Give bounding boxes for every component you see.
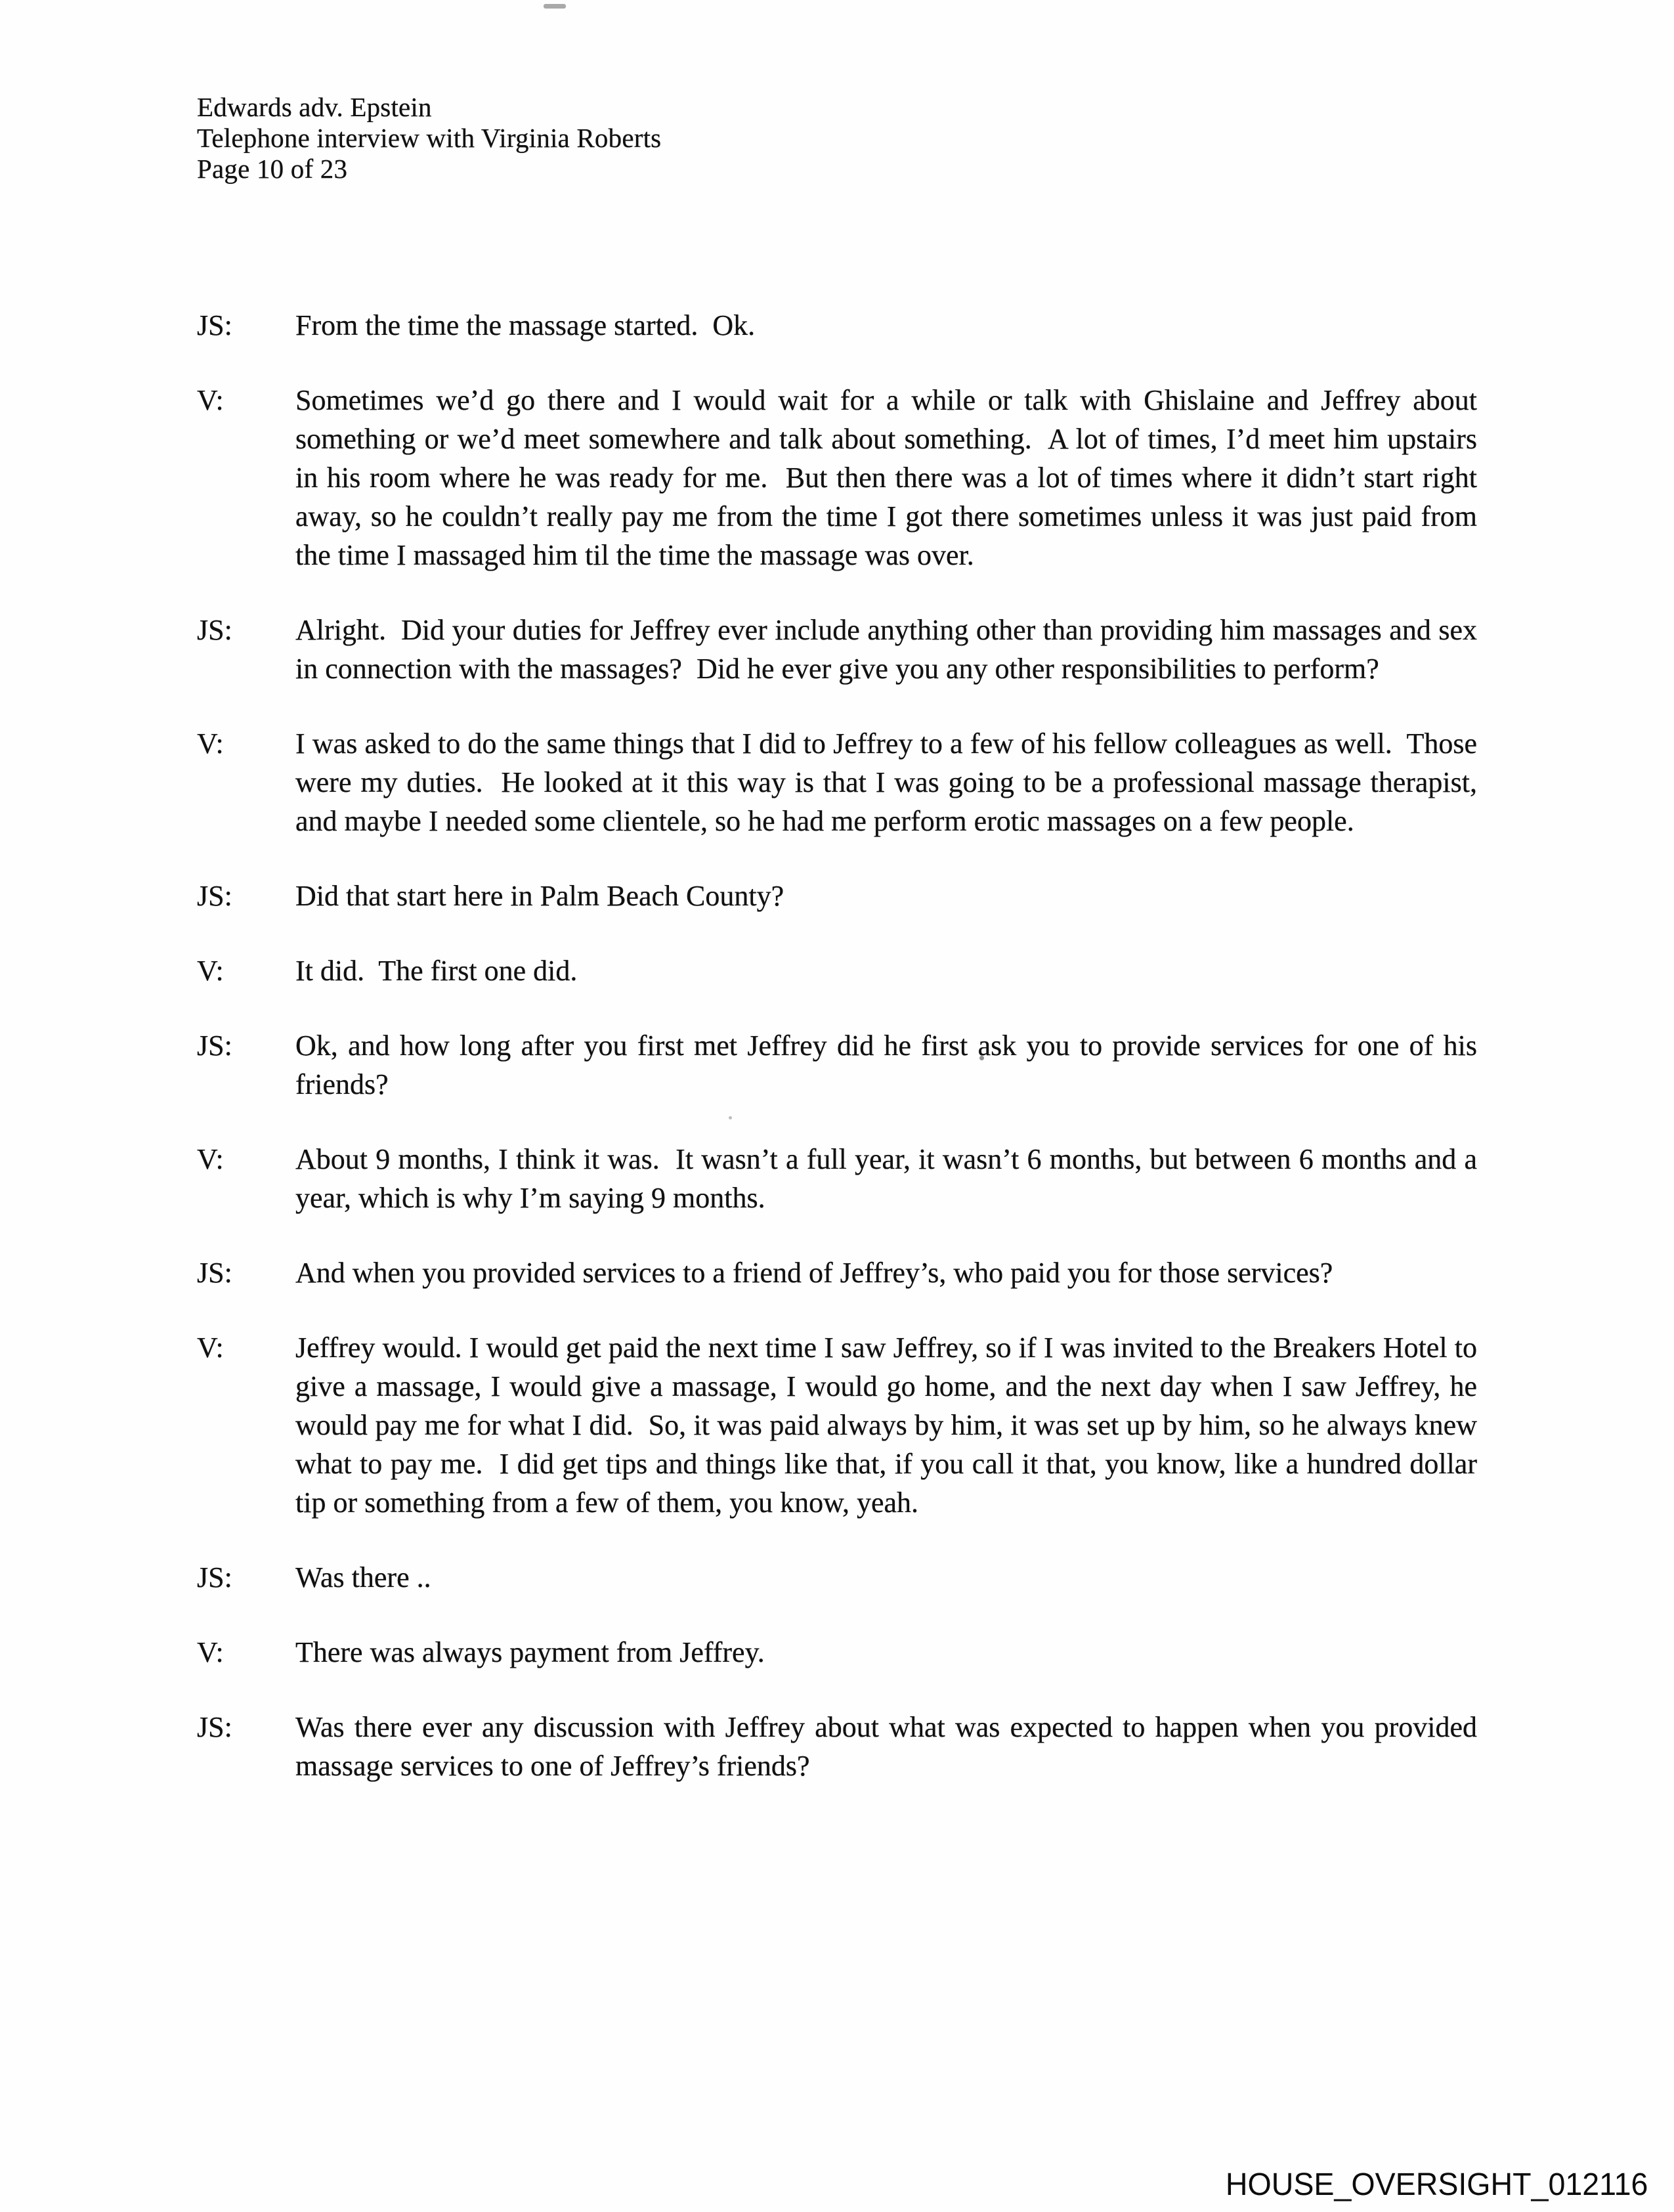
- speaker-label: V:: [197, 1143, 224, 1175]
- speaker-label: JS:: [197, 1030, 232, 1062]
- dialogue-entry: [197, 1026, 1484, 1104]
- speaker-label: JS:: [197, 1711, 232, 1743]
- scan-artifact-dash: [544, 4, 566, 9]
- speaker-label: V:: [197, 384, 224, 416]
- dialogue-text: From the time the massage started. Ok.: [295, 309, 756, 341]
- dialogue-entry: [197, 724, 1484, 840]
- dialogue-text: Did that start here in Palm Beach County?: [295, 880, 784, 912]
- transcript-dialogue: [197, 306, 1484, 1821]
- speaker-label: V:: [197, 1332, 224, 1364]
- dialogue-text: Was there ever any discussion with Jeffrey about what was expected to happen when you provided massage services to one of Jeffrey’s friends?: [295, 1711, 1484, 1782]
- page-header: [197, 92, 661, 184]
- header-page-number: Page 10 of 23: [197, 154, 348, 184]
- speaker-label: JS:: [197, 614, 232, 646]
- speaker-label: JS:: [197, 1561, 232, 1594]
- dialogue-text: Sometimes we’d go there and I would wait for a while or talk with Ghislaine and Jeffrey about something or we’d meet somewhere and talk about something. A lot of times, I’d meet him upstairs in his room where he was ready for me. But then there was a lot of times where it didn’t start right away, so he couldn’t really pay me from the time I got there sometimes unless it was just paid from the time I massaged him til the time the massage was over.: [295, 384, 1484, 571]
- dialogue-entry: [197, 1253, 1477, 1292]
- dialogue-text: Ok, and how long after you first met Jeffrey did he first ask you to provide services for one of his friends?: [295, 1030, 1484, 1100]
- dialogue-text: Jeffrey would. I would get paid the next time I saw Jeffrey, so if I was invited to the Breakers Hotel to give a massage, I would give a massage, I would go home, and the next day when I saw Jeffrey, he would pay me for what I did. So, it was paid always by him, it was set up by him, so he always knew what to pay me. I did get tips and things like that, if you call it that, you know, like a hundred dollar tip or something from a few of them, you know, yeah.: [295, 1332, 1484, 1519]
- speaker-label: JS:: [197, 880, 232, 912]
- dialogue-entry: [197, 1140, 1484, 1217]
- dialogue-entry: [197, 1708, 1484, 1785]
- speaker-label: V:: [197, 727, 224, 760]
- dialogue-text: And when you provided services to a friend of Jeffrey’s, who paid you for those services?: [295, 1257, 1333, 1289]
- dialogue-entry: [197, 381, 1484, 575]
- dialogue-entry: [197, 611, 1484, 688]
- dialogue-entry: [197, 951, 1477, 990]
- speaker-label: V:: [197, 955, 224, 987]
- header-case-title: Edwards adv. Epstein: [197, 92, 432, 122]
- dialogue-entry: [197, 1558, 1477, 1597]
- dialogue-entry: [197, 306, 1477, 345]
- dialogue-text: Was there ..: [295, 1561, 431, 1594]
- speaker-label: V:: [197, 1636, 224, 1668]
- dialogue-text: It did. The first one did.: [295, 955, 578, 987]
- dialogue-entry: [197, 1328, 1484, 1522]
- dialogue-text: There was always payment from Jeffrey.: [295, 1636, 765, 1668]
- dialogue-text: I was asked to do the same things that I did to Jeffrey to a few of his fellow colleagues as well. Those were my duties. He looked at it this way is that I was going to be a professional massage therapist, and maybe I needed some clientele, so he had me perform erotic massages on a few people.: [295, 727, 1484, 837]
- dialogue-text: About 9 months, I think it was. It wasn’t a full year, it wasn’t 6 months, but between 6 months and a year, which is why I’m saying 9 months.: [295, 1143, 1484, 1214]
- speaker-label: JS:: [197, 309, 232, 341]
- dialogue-entry: [197, 1633, 1477, 1672]
- dialogue-entry: [197, 877, 1477, 915]
- header-interview-title: Telephone interview with Virginia Roberts: [197, 123, 662, 153]
- speaker-label: JS:: [197, 1257, 232, 1289]
- dialogue-text: Alright. Did your duties for Jeffrey ever include anything other than providing him massages and sex in connection with the massages? Did he ever give you any other responsibilities to perform?: [295, 614, 1484, 685]
- bates-stamp: HOUSE_OVERSIGHT_012116: [1225, 2167, 1648, 2202]
